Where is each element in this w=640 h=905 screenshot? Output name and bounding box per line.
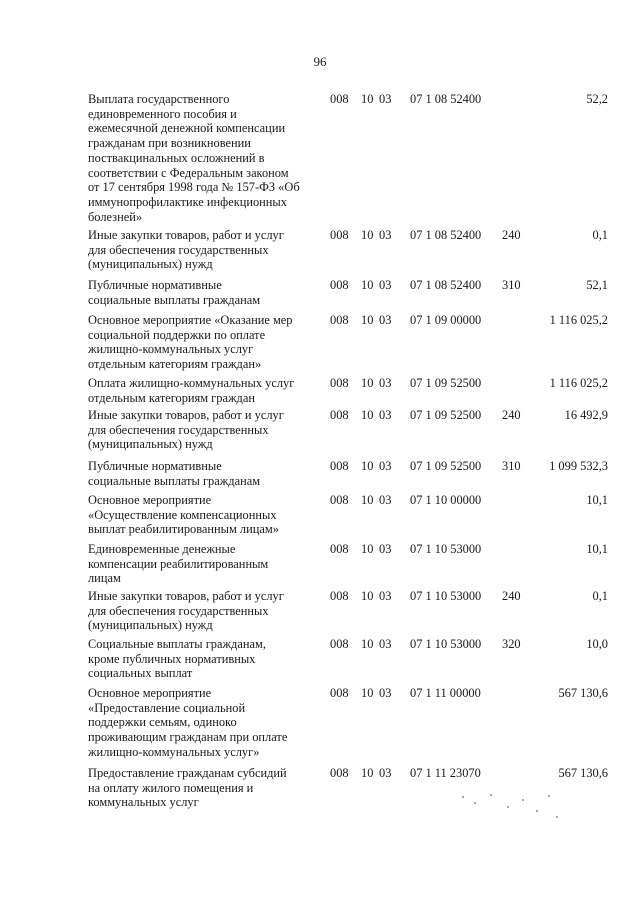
section-code: 10 — [361, 228, 374, 242]
row-description: Предоставление гражданам субсидий на оплату жилого помещения и коммунальных услуг — [88, 766, 287, 810]
ministry-code: 008 — [330, 589, 349, 603]
ministry-code: 008 — [330, 278, 349, 292]
target-article-code: 07 1 10 53000 — [410, 637, 482, 651]
expense-type-code: 240 — [502, 408, 521, 422]
row-description: Основное мероприятие «Предоставление социальной поддержки семьям, одиноко проживающим гражданам при оплате жилищно-коммунальных услуг» — [88, 686, 288, 759]
ministry-code: 008 — [330, 766, 349, 780]
subsection-code: 03 — [379, 459, 392, 473]
row-description: Социальные выплаты гражданам, кроме публичных нормативных социальных выплат — [88, 637, 266, 681]
section-code: 10 — [361, 92, 374, 106]
section-code: 10 — [361, 278, 374, 292]
row-description: Иные закупки товаров, работ и услуг для обеспечения государственных (муниципальных) нужд — [88, 589, 284, 633]
expense-type-code: 310 — [502, 459, 521, 473]
subsection-code: 03 — [379, 542, 392, 556]
amount: 52,2 — [586, 92, 608, 106]
ministry-code: 008 — [330, 493, 349, 507]
section-code: 10 — [361, 376, 374, 390]
amount: 0,1 — [592, 228, 608, 242]
amount: 0,1 — [592, 589, 608, 603]
ministry-code: 008 — [330, 459, 349, 473]
row-description: Выплата государственного единовременного пособия и ежемесячной денежной компенсации гражданам при возникновении поствакцинальных осложнений в соответствии с Федеральным законом от 17 сентября 1998 года № 157-ФЗ «Об иммунопрофилактике инфекционных болезней» — [88, 92, 300, 224]
target-article-code: 07 1 11 00000 — [410, 686, 481, 700]
target-article-code: 07 1 10 53000 — [410, 589, 482, 603]
subsection-code: 03 — [379, 92, 392, 106]
target-article-code: 07 1 09 52500 — [410, 408, 482, 422]
ministry-code: 008 — [330, 637, 349, 651]
scan-noise — [452, 790, 562, 824]
subsection-code: 03 — [379, 228, 392, 242]
target-article-code: 07 1 09 52500 — [410, 459, 482, 473]
target-article-code: 07 1 08 52400 — [410, 228, 482, 242]
target-article-code: 07 1 08 52400 — [410, 92, 482, 106]
amount: 1 099 532,3 — [549, 459, 608, 473]
row-description: Иные закупки товаров, работ и услуг для обеспечения государственных (муниципальных) нужд — [88, 228, 284, 272]
section-code: 10 — [361, 459, 374, 473]
ministry-code: 008 — [330, 376, 349, 390]
page-number: 96 — [313, 54, 327, 69]
target-article-code: 07 1 11 23070 — [410, 766, 481, 780]
amount: 16 492,9 — [564, 408, 608, 422]
section-code: 10 — [361, 493, 374, 507]
section-code: 10 — [361, 766, 374, 780]
amount: 1 116 025,2 — [549, 376, 608, 390]
amount: 10,0 — [586, 637, 608, 651]
subsection-code: 03 — [379, 637, 392, 651]
target-article-code: 07 1 10 00000 — [410, 493, 482, 507]
section-code: 10 — [361, 542, 374, 556]
ministry-code: 008 — [330, 228, 349, 242]
subsection-code: 03 — [379, 408, 392, 422]
row-description: Публичные нормативные социальные выплаты гражданам — [88, 278, 261, 307]
subsection-code: 03 — [379, 589, 392, 603]
expense-type-code: 310 — [502, 278, 521, 292]
row-description: Публичные нормативные социальные выплаты гражданам — [88, 459, 261, 488]
section-code: 10 — [361, 408, 374, 422]
subsection-code: 03 — [379, 493, 392, 507]
subsection-code: 03 — [379, 376, 392, 390]
amount: 567 130,6 — [558, 766, 608, 780]
ministry-code: 008 — [330, 92, 349, 106]
row-description: Оплата жилищно-коммунальных услуг отдельным категориям граждан — [88, 376, 295, 405]
target-article-code: 07 1 09 00000 — [410, 313, 482, 327]
ministry-code: 008 — [330, 686, 349, 700]
row-description: Иные закупки товаров, работ и услуг для обеспечения государственных (муниципальных) нужд — [88, 408, 284, 452]
amount: 1 116 025,2 — [549, 313, 608, 327]
subsection-code: 03 — [379, 766, 392, 780]
ministry-code: 008 — [330, 408, 349, 422]
amount: 10,1 — [586, 542, 608, 556]
row-description: Основное мероприятие «Осуществление компенсационных выплат реабилитированным лицам» — [88, 493, 279, 537]
section-code: 10 — [361, 313, 374, 327]
row-description: Единовременные денежные компенсации реабилитированным лицам — [88, 542, 269, 586]
subsection-code: 03 — [379, 313, 392, 327]
amount: 567 130,6 — [558, 686, 608, 700]
section-code: 10 — [361, 589, 374, 603]
ministry-code: 008 — [330, 542, 349, 556]
expense-type-code: 240 — [502, 589, 521, 603]
section-code: 10 — [361, 686, 374, 700]
amount: 52,1 — [586, 278, 608, 292]
expense-type-code: 240 — [502, 228, 521, 242]
target-article-code: 07 1 09 52500 — [410, 376, 482, 390]
subsection-code: 03 — [379, 686, 392, 700]
row-description: Основное мероприятие «Оказание мер социальной поддержки по оплате жилищно-коммунальных услуг отдельным категориям граждан» — [88, 313, 293, 372]
section-code: 10 — [361, 637, 374, 651]
target-article-code: 07 1 10 53000 — [410, 542, 482, 556]
ministry-code: 008 — [330, 313, 349, 327]
subsection-code: 03 — [379, 278, 392, 292]
target-article-code: 07 1 08 52400 — [410, 278, 482, 292]
amount: 10,1 — [586, 493, 608, 507]
expense-type-code: 320 — [502, 637, 521, 651]
